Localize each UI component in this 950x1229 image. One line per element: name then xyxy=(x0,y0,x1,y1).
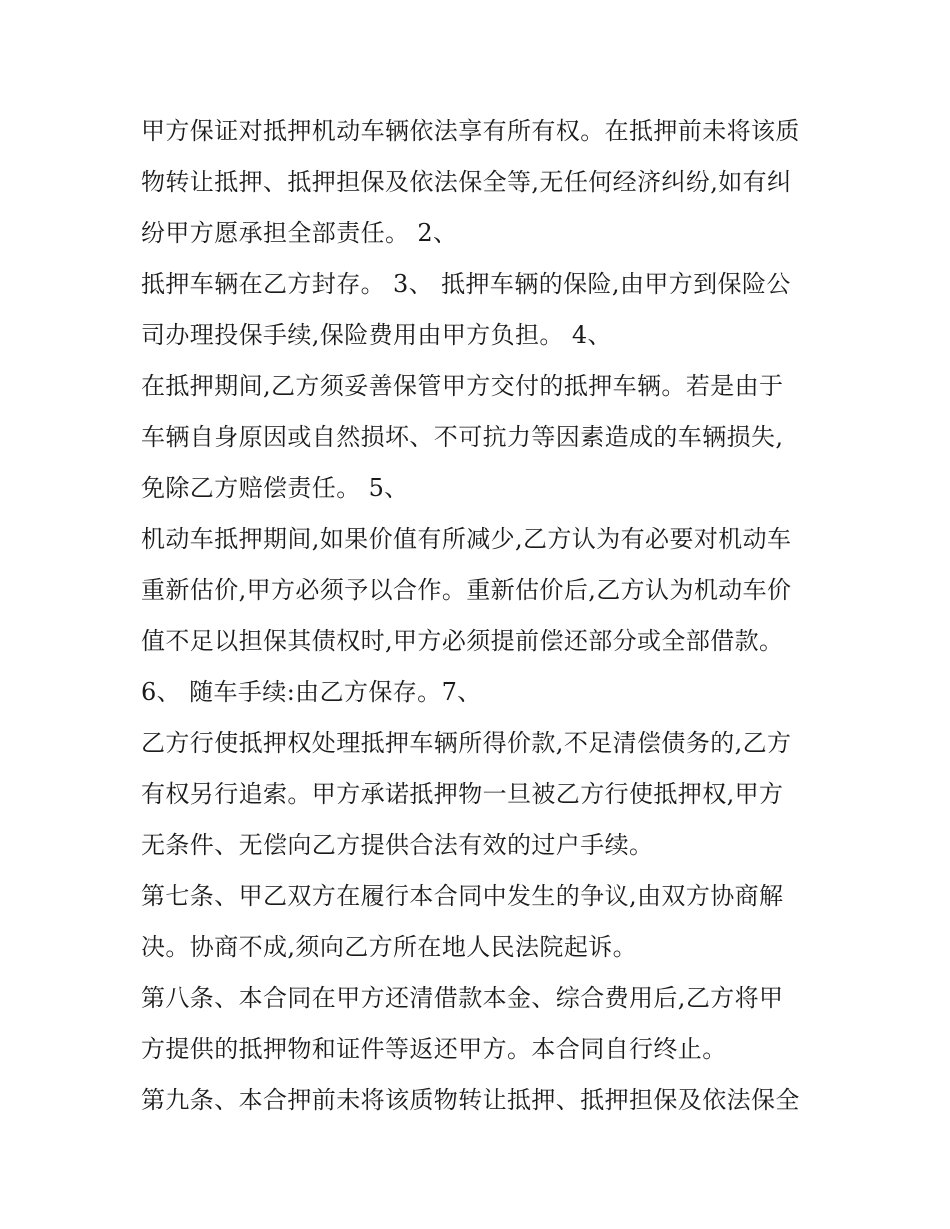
text-line: 车辆自身原因或自然损坏、不可抗力等因素造成的车辆损失, xyxy=(141,423,784,451)
text-line: 值不足以担保其债权时,甲方必须提前偿还部分或全部借款。 xyxy=(141,627,784,655)
text-line: 甲方保证对抵押机动车辆依法享有所有权。在抵押前未将该质 xyxy=(141,117,800,145)
text-line: 司办理投保手续,保险费用由甲方负担。 4、 xyxy=(141,321,612,349)
text-line: 物转让抵押、抵押担保及依法保全等,无任何经济纠纷,如有纠 xyxy=(141,168,792,196)
text-line: 决。协商不成,须向乙方所在地人民法院起诉。 xyxy=(141,933,638,961)
text-line: 在抵押期间,乙方须妥善保管甲方交付的抵押车辆。若是由于 xyxy=(141,372,784,400)
text-line: 第九条、本合押前未将该质物转让抵押、抵押担保及依法保全 xyxy=(141,1086,800,1114)
text-line: 6、 随车手续:由乙方保存。7、 xyxy=(141,678,482,706)
text-line: 纷甲方愿承担全部责任。 2、 xyxy=(141,219,458,247)
text-line: 抵押车辆在乙方封存。 3、 抵押车辆的保险,由甲方到保险公 xyxy=(141,270,791,298)
text-line: 重新估价,甲方必须予以合作。重新估价后,乙方认为机动车价 xyxy=(141,576,792,604)
document-body xyxy=(141,106,821,1126)
text-line: 免除乙方赔偿责任。 5、 xyxy=(141,474,409,502)
text-line: 有权另行追索。甲方承诺抵押物一旦被乙方行使抵押权,甲方 xyxy=(141,780,784,808)
text-line: 第八条、本合同在甲方还清借款本金、综合费用后,乙方将甲 xyxy=(141,984,784,1012)
text-line: 无条件、无偿向乙方提供合法有效的过户手续。 xyxy=(141,831,654,859)
text-line: 方提供的抵押物和证件等返还甲方。本合同自行终止。 xyxy=(141,1035,727,1063)
text-line: 乙方行使抵押权处理抵押车辆所得价款,不足清偿债务的,乙方 xyxy=(141,729,792,757)
text-line: 第七条、甲乙双方在履行本合同中发生的争议,由双方协商解 xyxy=(141,882,784,910)
text-line: 机动车抵押期间,如果价值有所减少,乙方认为有必要对机动车 xyxy=(141,525,792,553)
